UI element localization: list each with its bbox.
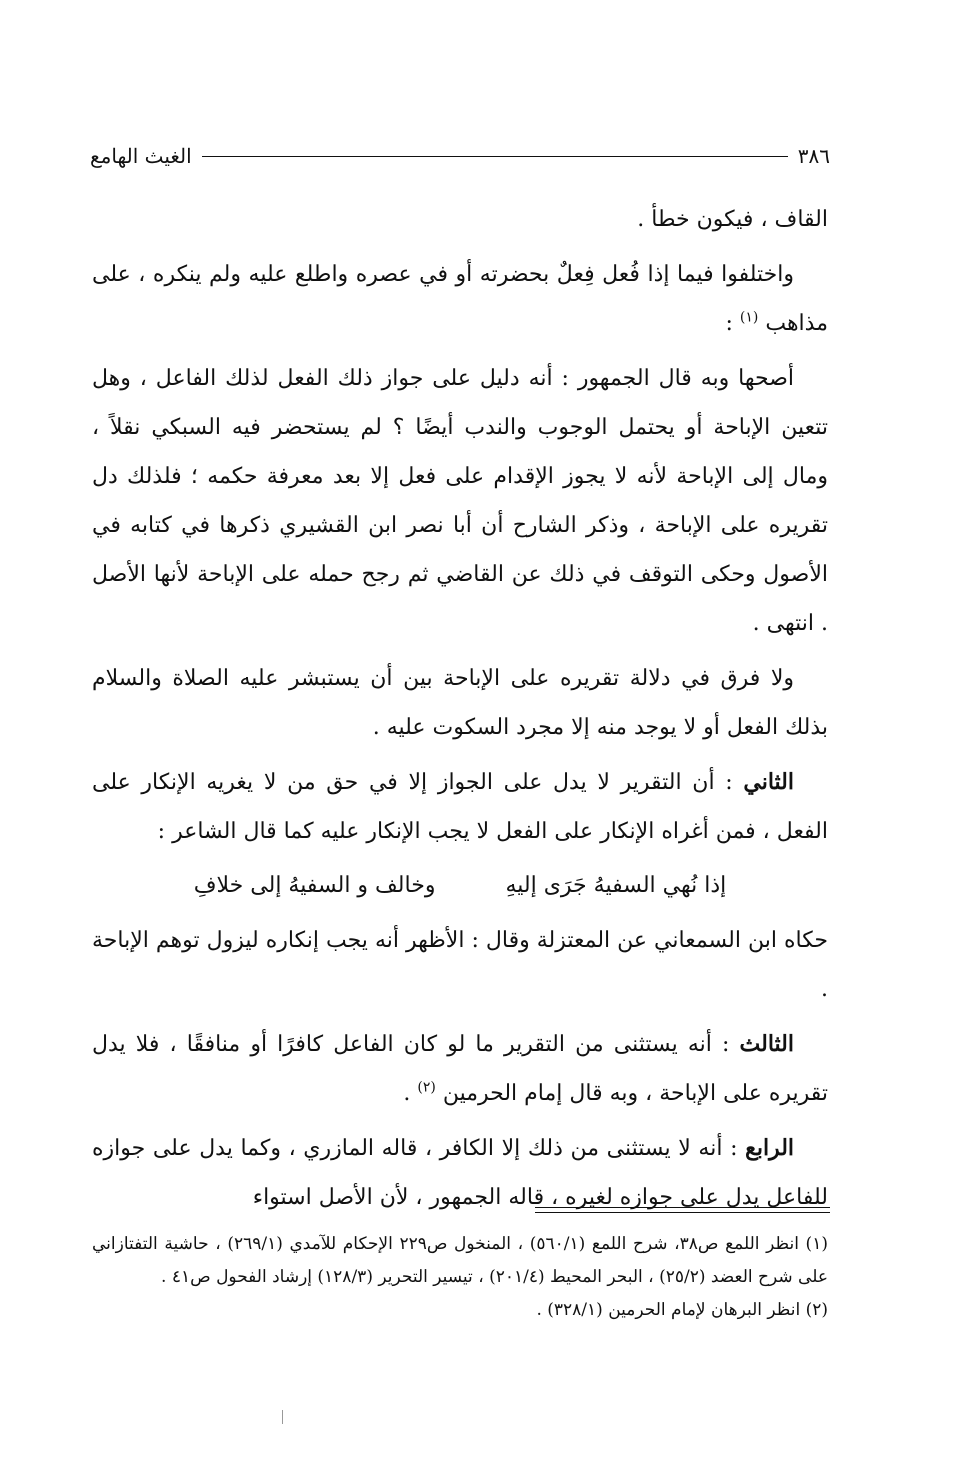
paragraph-2-end: : (725, 311, 733, 336)
footnote-separator (535, 1207, 830, 1213)
paragraph-5-lead: الثاني (743, 769, 794, 795)
paragraph-3: أصحها وبه قال الجمهور : أنه دليل على جواز ذلك الفعل لذلك الفاعل ، وهل تتعين الإباحة أو يحتمل الوجوب والندب أيضًا ؟ لم يستحضر فيه السبكي نقلاً ، ومال إلى الإباحة لأنه لا يجوز الإقدام على فعل إلا بعد معرفة حكمه ؛ فلذلك دل تقريره على الإباحة ، وذكر الشارح أن أبا نصر ابن القشيري ذكرها في كتابه في الأصول وحكى التوقف في ذلك عن القاضي ثم رجح حمله على الإباحة لأنها الأصل . انتهى . (92, 366, 828, 636)
poetry-verse (92, 862, 828, 910)
footnote-ref-2[interactable]: (٢) (417, 1079, 436, 1096)
paragraph-2 (92, 250, 828, 348)
footnotes (92, 1228, 828, 1327)
footnote-ref-1[interactable]: (١) (739, 309, 759, 326)
scan-mark (282, 1410, 289, 1424)
paragraph-4: ولا فرق في دلالة تقريره على الإباحة بين أن يستبشر عليه الصلاة والسلام بذلك الفعل أو لا يوجد منه إلا مجرد السكوت عليه . (92, 666, 828, 740)
paragraph-2-text: واختلفوا فيما إذا فُعل فِعلٌ بحضرته أو في عصره واطلع عليه ولم ينكره ، على مذاهب (92, 262, 828, 336)
footnote-1: (١) انظر اللمع ص٣٨، شرح اللمع (٥٦٠/١) ، المنخول ص٢٢٩ الإحكام للآمدي (٢٦٩/١) ، حاشية التفتازاني على شرح العضد (٢٥/٢) ، البحر المحيط (٢٠١/٤) ، تيسير التحرير (١٢٨/٣) إرشاد الفحول ص٤١ . (92, 1234, 828, 1287)
main-text (92, 195, 828, 1228)
running-header (90, 140, 830, 172)
verse-second-hemistich: وخالف و السفيهُ إلى خلافِ (193, 873, 436, 898)
paragraph-8-lead: الرابع (745, 1135, 795, 1161)
page-number: ٣٨٦ (797, 144, 830, 168)
footnote-2: (٢) انظر البرهان لإمام الحرمين (٣٢٨/١) . (536, 1300, 828, 1320)
paragraph-7-end: . (403, 1081, 411, 1106)
paragraph-7 (92, 1020, 828, 1118)
paragraph-5 (92, 758, 828, 856)
paragraph-6: حكاه ابن السمعاني عن المعتزلة وقال : الأظهر أنه يجب إنكاره ليزول توهم الإباحة . (92, 928, 828, 1002)
paragraph-7-text: : أنه يستثنى من التقرير ما لو كان الفاعل كافرًا أو منافقًا ، فلا يدل تقريره على الإباحة ، وبه قال إمام الحرمين (92, 1032, 828, 1106)
paragraph-5-text: : أن التقرير لا يدل على الجواز إلا في حق من لا يغريه الإنكار على الفعل ، فمن أغراه الإنكار على الفعل لا يجب الإنكار عليه كما قال الشاعر : (92, 770, 828, 844)
paragraph-8-text: : أنه لا يستثنى من ذلك إلا الكافر ، قاله المازري ، وكما يدل على جوازه للفاعل يدل على جوازه لغيره ، قاله الجمهور ، لأن الأصل استواء (92, 1136, 828, 1210)
paragraph-7-lead: الثالث (739, 1031, 794, 1057)
book-title: الغيث الهامع (90, 144, 192, 168)
paragraph-1: القاف ، فيكون خطأ . (637, 207, 828, 232)
verse-first-hemistich: إذا نُهي السفيهُ جَرَى إليهِ (505, 873, 727, 898)
header-rule (202, 156, 788, 157)
